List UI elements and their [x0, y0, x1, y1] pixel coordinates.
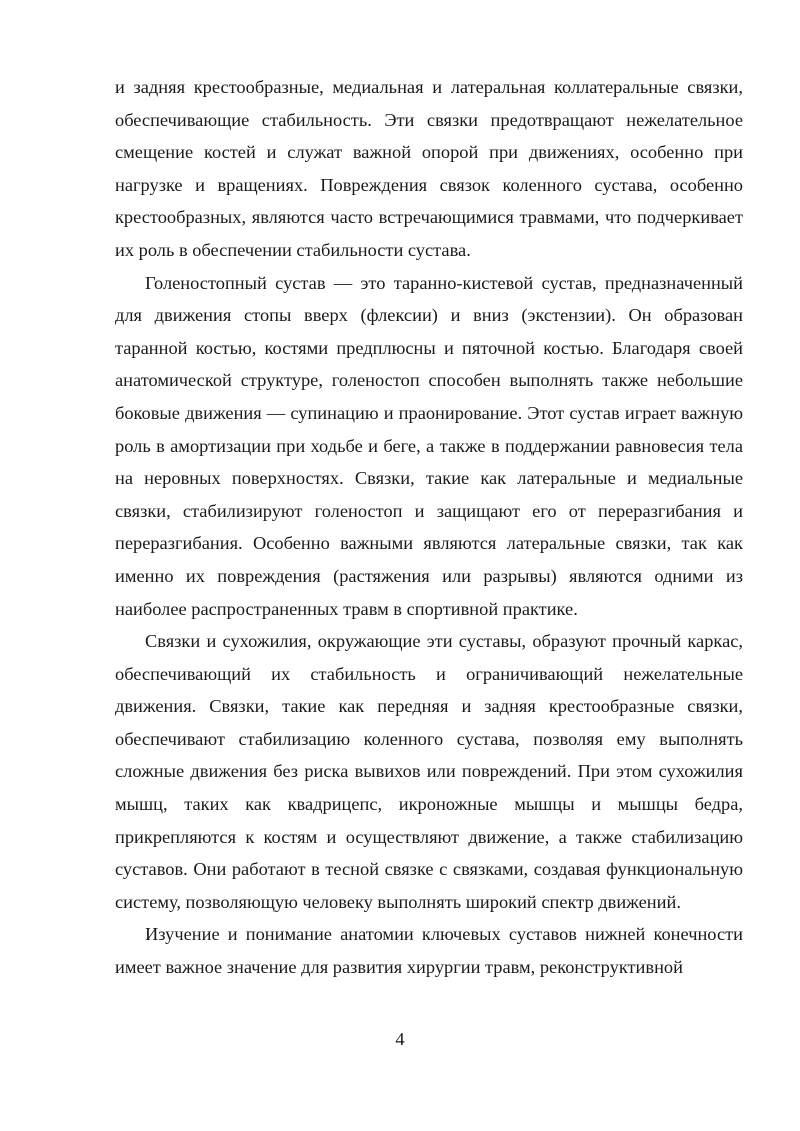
paragraph-ligaments-tendons: Связки и сухожилия, окружающие эти суставы, образуют прочный каркас, обеспечивающий их стабильность и ограничивающий нежелательные движения. Связки, такие как передняя и задняя крестообразные связки, обеспечивают стабилизацию коленного сустава, позволяя ему выполнять сложные движения без риска вывихов или повреждений. При этом сухожилия мышц, таких как квадрицепс, икроножные мышцы и мышцы бедра, прикрепляются к костям и осуществляют движение, а также стабилизацию суставов. Они работают в тесной связке с связками, создавая функциональную систему, позволяющую человеку выполнять широкий спектр движений. [115, 631, 743, 912]
paragraph-anatomy-study: Изучение и понимание анатомии ключевых суставов нижней конечности имеет важное значение для развития хирургии травм, реконструктивной [115, 924, 743, 978]
body-text [115, 71, 743, 984]
page-number: 4 [395, 1029, 405, 1049]
paragraph-knee-ligaments: и задняя крестообразные, медиальная и латеральная коллатеральные связки, обеспечивающие стабильность. Эти связки предотвращают нежелательное смещение костей и служат важной опорой при движениях, особенно при нагрузке и вращениях. Повреждения связок коленного сустава, особенно крестообразных, являются часто встречающимися травмами, что подчеркивает их роль в обеспечении стабильности сустава. [115, 77, 743, 260]
paragraph-ankle-joint: Голеностопный сустав — это таранно-кистевой сустав, предназначенный для движения стопы вверх (флексии) и вниз (экстензии). Он образован таранной костью, костями предплюсны и пяточной костью. Благодаря своей анатомической структуре, голеностоп способен выполнять также небольшие боковые движения — супинацию и праонирование. Этот сустав играет важную роль в амортизации при ходьбе и беге, а также в поддержании равновесия тела на неровных поверхностях. Связки, такие как латеральные и медиальные связки, стабилизируют голеностоп и защищают его от переразгибания и переразгибания. Особенно важными являются латеральные связки, так как именно их повреждения (растяжения или разрывы) являются одними из наиболее распространенных травм в спортивной практике. [115, 272, 743, 619]
